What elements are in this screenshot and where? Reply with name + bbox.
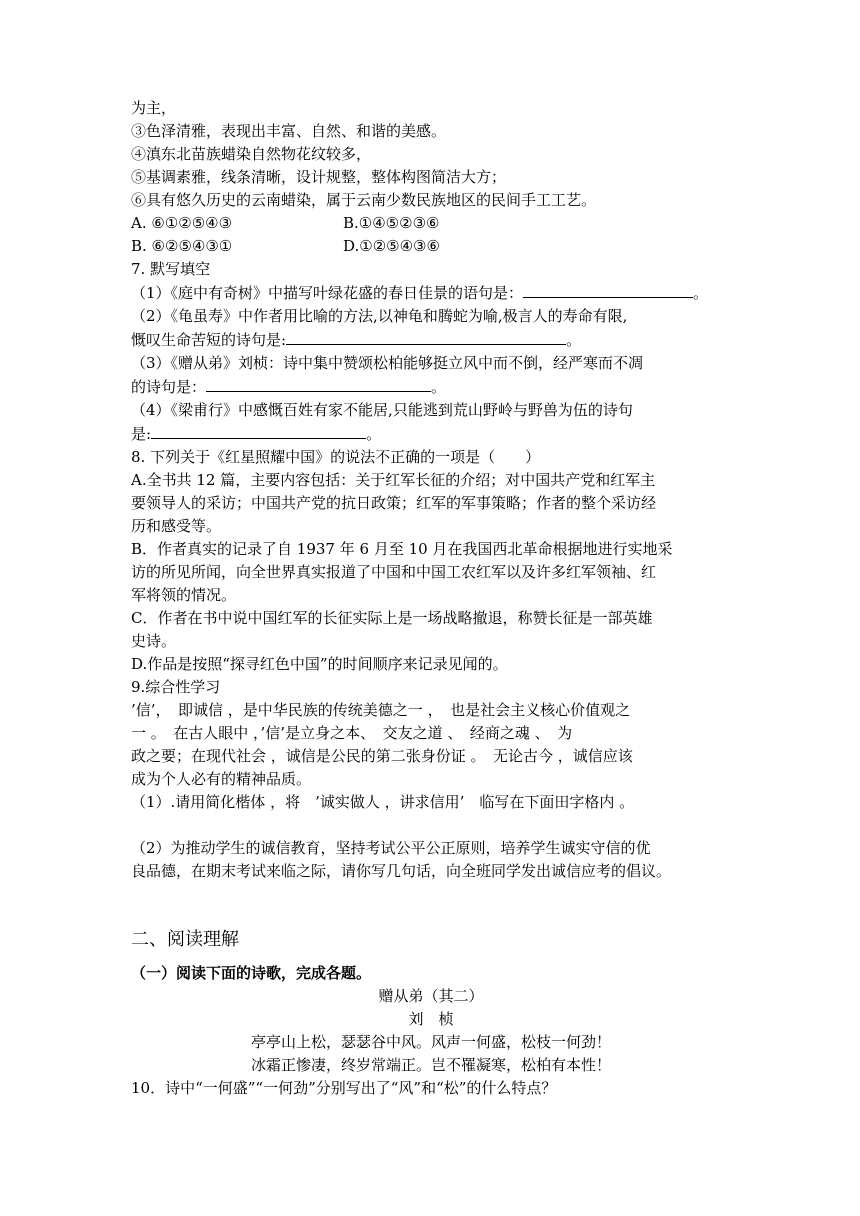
answer-blank[interactable] bbox=[206, 375, 431, 392]
question-7-4-cont bbox=[131, 422, 731, 446]
paragraph-line: ’信’， 即诚信 ，是中华民族的传统美德之一 ， 也是社会主义核心价值观之 bbox=[131, 701, 631, 719]
question-9-2-cont: 良品德，在期末考试来临之际，请你写几句话，向全班同学发出诚信应考的倡议。 bbox=[131, 862, 672, 880]
punctuation: 。 bbox=[431, 378, 447, 396]
question-9-title: 9.综合性学习 bbox=[131, 678, 221, 696]
punctuation: 。 bbox=[366, 425, 382, 443]
option-d: D.①②⑤④③⑥ bbox=[343, 237, 440, 255]
poem-title: 赠从弟（其二） bbox=[378, 987, 484, 1005]
option-b-text: 军将领的情况。 bbox=[131, 586, 237, 604]
text-line: ⑥具有悠久历史的云南蜡染，属于云南少数民族地区的民间手工工艺。 bbox=[131, 191, 597, 209]
reading-intro: （一）阅读下面的诗歌，完成各题。 bbox=[131, 964, 372, 982]
paragraph-line: 政之要；在现代社会 ，诚信是公民的第二张身份证 。 无论古今 ，诚信应该 bbox=[131, 747, 633, 765]
question-text: 慨叹生命苦短的诗句是: bbox=[131, 331, 287, 349]
punctuation: 。 bbox=[693, 284, 709, 302]
option-a-text: A.全书共 12 篇，主要内容包括：关于红军长征的介绍；对中国共产党和红军主 bbox=[131, 471, 656, 489]
text-line: ③色泽清雅，表现出丰富、自然、和谐的美感。 bbox=[131, 122, 447, 140]
question-7-4: （4）《梁甫行》中感慨百姓有家不能居,只能逃到荒山野岭与野兽为伍的诗句 bbox=[131, 401, 633, 419]
poem-line: 冰霜正惨凄，终岁常端正。岂不罹凝寒，松柏有本性！ bbox=[250, 1056, 611, 1074]
paragraph-line: 一 。 在古人眼中 ，’信’是立身之本、 交友之道 、 经商之魂 、 为 bbox=[131, 724, 573, 742]
question-7-title: 7. 默写填空 bbox=[131, 260, 211, 278]
question-7-3: （3）《赠从弟》刘桢：诗中集中赞颂松柏能够挺立风中而不倒，经严寒而不凋 bbox=[131, 354, 644, 372]
paragraph-line: 成为个人必有的精神品质。 bbox=[131, 770, 312, 788]
spacer bbox=[131, 814, 731, 837]
text-line: 为主， bbox=[131, 99, 177, 117]
question-8-title: 8. 下列关于《红星照耀中国》的说法不正确的一项是（ ） bbox=[131, 448, 541, 466]
question-10: 10．诗中“一何盛”“一何劲”分别写出了“风”和“松”的什么特点？ bbox=[131, 1079, 557, 1097]
question-text: 的诗句是： bbox=[131, 378, 207, 396]
answer-blank[interactable] bbox=[523, 281, 693, 298]
option-c: B. ⑥②⑤④③① bbox=[131, 237, 233, 255]
punctuation: 。 bbox=[566, 331, 582, 349]
option-d-text: D.作品是按照“探寻红色中国”的时间顺序来记录见闻的。 bbox=[131, 655, 508, 673]
text-line: ④滇东北苗族蜡染自然物花纹较多， bbox=[131, 145, 372, 163]
reading-section bbox=[131, 962, 731, 1100]
option-b-text: 访的所见所闻，向全世界真实报道了中国和中国工农红军以及许多红军领袖、红 bbox=[131, 563, 657, 581]
poem-line: 亭亭山上松，瑟瑟谷中风。风声一何盛，松枝一何劲！ bbox=[250, 1033, 611, 1051]
option-b-text: B．作者真实的记录了自 1937 年 6 月至 10 月在我国西北革命根据地进行实地采 bbox=[131, 540, 673, 558]
option-a: A. ⑥①②⑤④③ bbox=[131, 214, 233, 232]
question-7-2-cont bbox=[131, 328, 731, 352]
question-7-2: （2）《龟虽寿》中作者用比喻的方法,以神龟和腾蛇为喻,极言人的寿命有限, bbox=[131, 307, 628, 325]
answer-blank[interactable] bbox=[286, 328, 566, 345]
options-row bbox=[131, 212, 731, 235]
option-a-text: 要领导人的采访；中国共产党的抗日政策；红军的军事策略；作者的整个采访经 bbox=[131, 494, 657, 512]
question-7-1 bbox=[131, 281, 731, 305]
option-a-text: 历和感受等。 bbox=[131, 517, 222, 535]
text-line: ⑤基调素雅，线条清晰，设计规整，整体构图简洁大方； bbox=[131, 168, 507, 186]
question-text: 是: bbox=[131, 425, 152, 443]
question-7-3-cont bbox=[131, 375, 731, 399]
option-c-text: 史诗。 bbox=[131, 632, 177, 650]
question-9-1: （1）.请用简化楷体 ，将 ’诚实做人 ，讲求信用’ 临写在下面田字格内 。 bbox=[131, 793, 635, 811]
poem-author: 刘 桢 bbox=[408, 1010, 454, 1028]
options-row bbox=[131, 235, 731, 258]
question-body bbox=[131, 97, 731, 883]
option-b: B.①④⑤②③⑥ bbox=[343, 214, 440, 232]
answer-blank[interactable] bbox=[151, 422, 366, 439]
section-title: 二、阅读理解 bbox=[131, 929, 239, 950]
question-9-2: （2）为推动学生的诚信教育，坚持考试公平公正原则，培养学生诚实守信的优 bbox=[131, 839, 651, 857]
option-c-text: C．作者在书中说中国红军的长征实际上是一场战略撤退，称赞长征是一部英雄 bbox=[131, 609, 653, 627]
question-text: （1）《庭中有奇树》中描写叶绿花盛的春日佳景的语句是： bbox=[131, 284, 524, 302]
